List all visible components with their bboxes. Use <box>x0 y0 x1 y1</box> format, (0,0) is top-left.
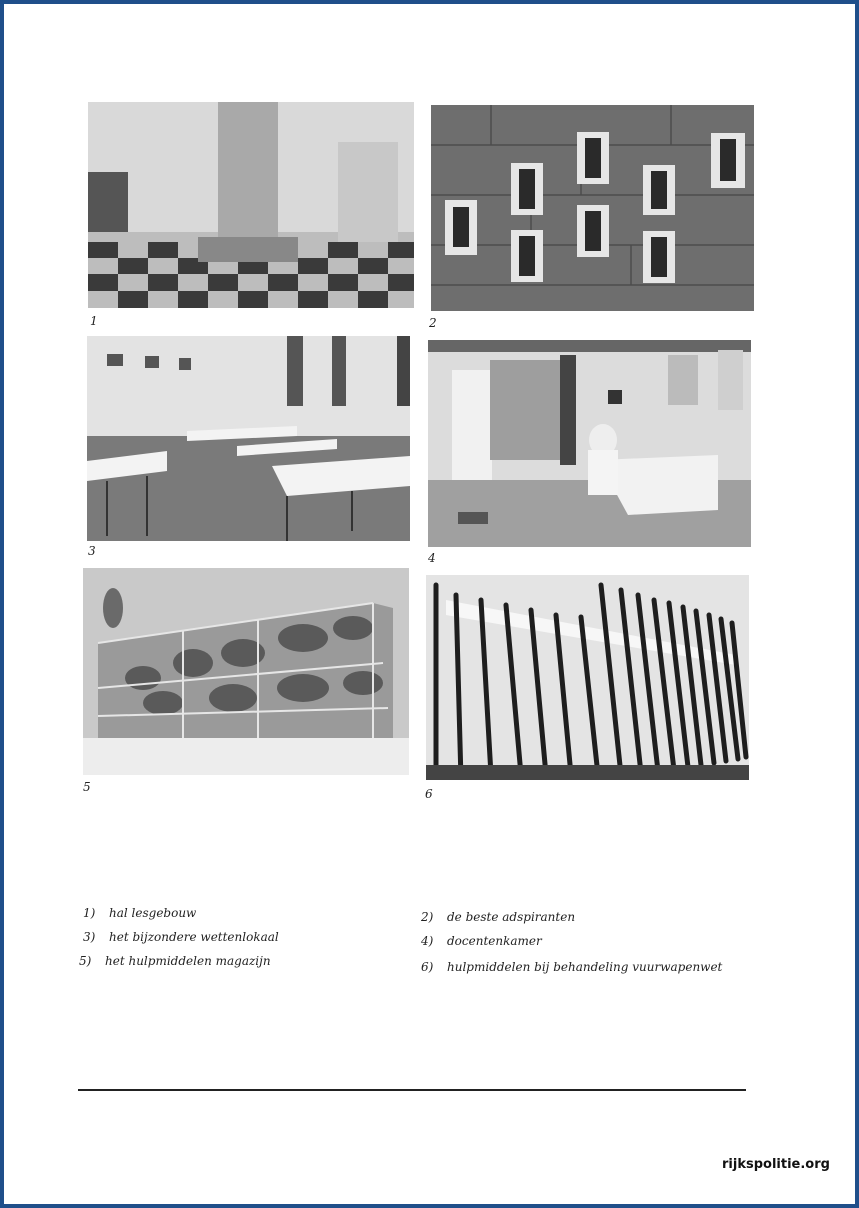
caption-number: 6) <box>421 960 434 974</box>
caption-text: het hulpmiddelen magazijn <box>105 954 271 968</box>
caption-item <box>421 934 542 948</box>
photo-number: 1 <box>90 314 98 328</box>
caption-text: de beste adspiranten <box>447 910 576 924</box>
caption-text: hulpmiddelen bij behandeling vuurwapenwet <box>447 960 723 974</box>
photo-number: 6 <box>425 787 433 801</box>
caption-text: hal lesgebouw <box>109 906 197 920</box>
caption-item <box>421 910 575 924</box>
photo-number: 3 <box>88 544 96 558</box>
photo-portraits-wall <box>431 105 754 311</box>
horizontal-rule <box>78 1089 746 1091</box>
photo-number: 4 <box>428 551 436 565</box>
caption-item <box>83 930 279 944</box>
photo-number: 5 <box>83 780 91 794</box>
photo-staff-room <box>428 340 751 547</box>
photo-number: 2 <box>429 316 437 330</box>
caption-text: docentenkamer <box>447 934 542 948</box>
caption-text: het bijzondere wettenlokaal <box>109 930 279 944</box>
caption-number: 5) <box>79 954 92 968</box>
watermark: rijkspolitie.org <box>722 1157 830 1172</box>
photo-classroom <box>87 336 410 541</box>
photo-hall <box>88 102 414 308</box>
caption-number: 4) <box>421 934 434 948</box>
caption-item <box>79 954 271 968</box>
photo-rifle-rack <box>426 575 749 780</box>
caption-item <box>83 906 196 920</box>
caption-number: 3) <box>83 930 96 944</box>
caption-item <box>421 960 722 974</box>
caption-number: 1) <box>83 906 96 920</box>
caption-number: 2) <box>421 910 434 924</box>
photo-display-cabinet <box>83 568 409 775</box>
